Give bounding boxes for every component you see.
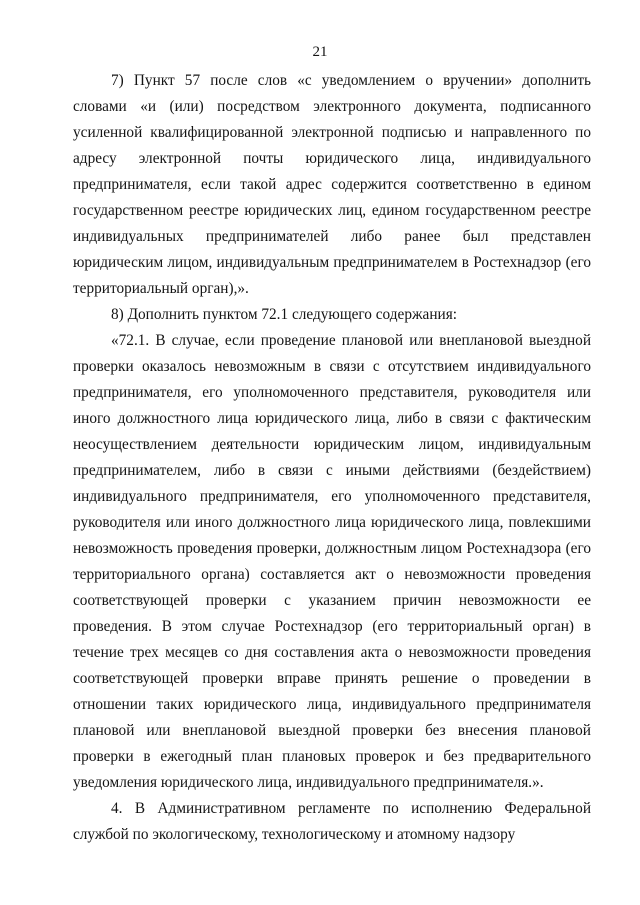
- paragraph-section-4: 4. В Административном регламенте по исполнению Федеральной службой по экологическому, технологическому и атомному надзору: [73, 800, 591, 843]
- page-number: 21: [312, 44, 328, 60]
- document-body: [73, 68, 591, 848]
- paragraph-clause-72-1: «72.1. В случае, если проведение плановой или внеплановой выездной проверки оказалось невозможным в связи с отсутствием индивидуального предпринимателя, его уполномоченного представителя, руководителя или иного должностного лица юридического лица, либо в связи с фактическим неосуществлением деятельности юридическим лицом, индивидуальным предпринимателем, либо в связи с иными действиями (бездействием) индивидуального предпринимателя, его уполномоченного представителя, руководителя или иного должностного лица юридического лица, повлекшими невозможность проведения проверки, должностным лицом Ростехнадзора (его территориального органа) составляется акт о невозможности проведения соответствующей проверки с указанием причин невозможности ее проведения. В этом случае Ростехнадзор (его территориальный орган) в течение трех месяцев со дня составления акта о невозможности проведения соответствующей проверки вправе принять решение о проведении в отношении таких юридического лица, индивидуального предпринимателя плановой или внеплановой выездной проверки без внесения плановой проверки в ежегодный план плановых проверок и без предварительного уведомления юридического лица, индивидуального предпринимателя.».: [73, 332, 591, 791]
- paragraph-item-8: 8) Дополнить пунктом 72.1 следующего содержания:: [111, 306, 458, 323]
- paragraph-item-7: 7) Пункт 57 после слов «с уведомлением о вручении» дополнить словами «и (или) посредством электронного документа, подписанного усиленной квалифицированной электронной подписью и направленного по адресу электронной почты юридического лица, индивидуального предпринимателя, если такой адрес содержится соответственно в едином государственном реестре юридических лиц, едином государственном реестре индивидуальных предпринимателей либо ранее был представлен юридическим лицом, индивидуальным предпринимателем в Ростехнадзор (его территориальный орган),».: [73, 72, 591, 297]
